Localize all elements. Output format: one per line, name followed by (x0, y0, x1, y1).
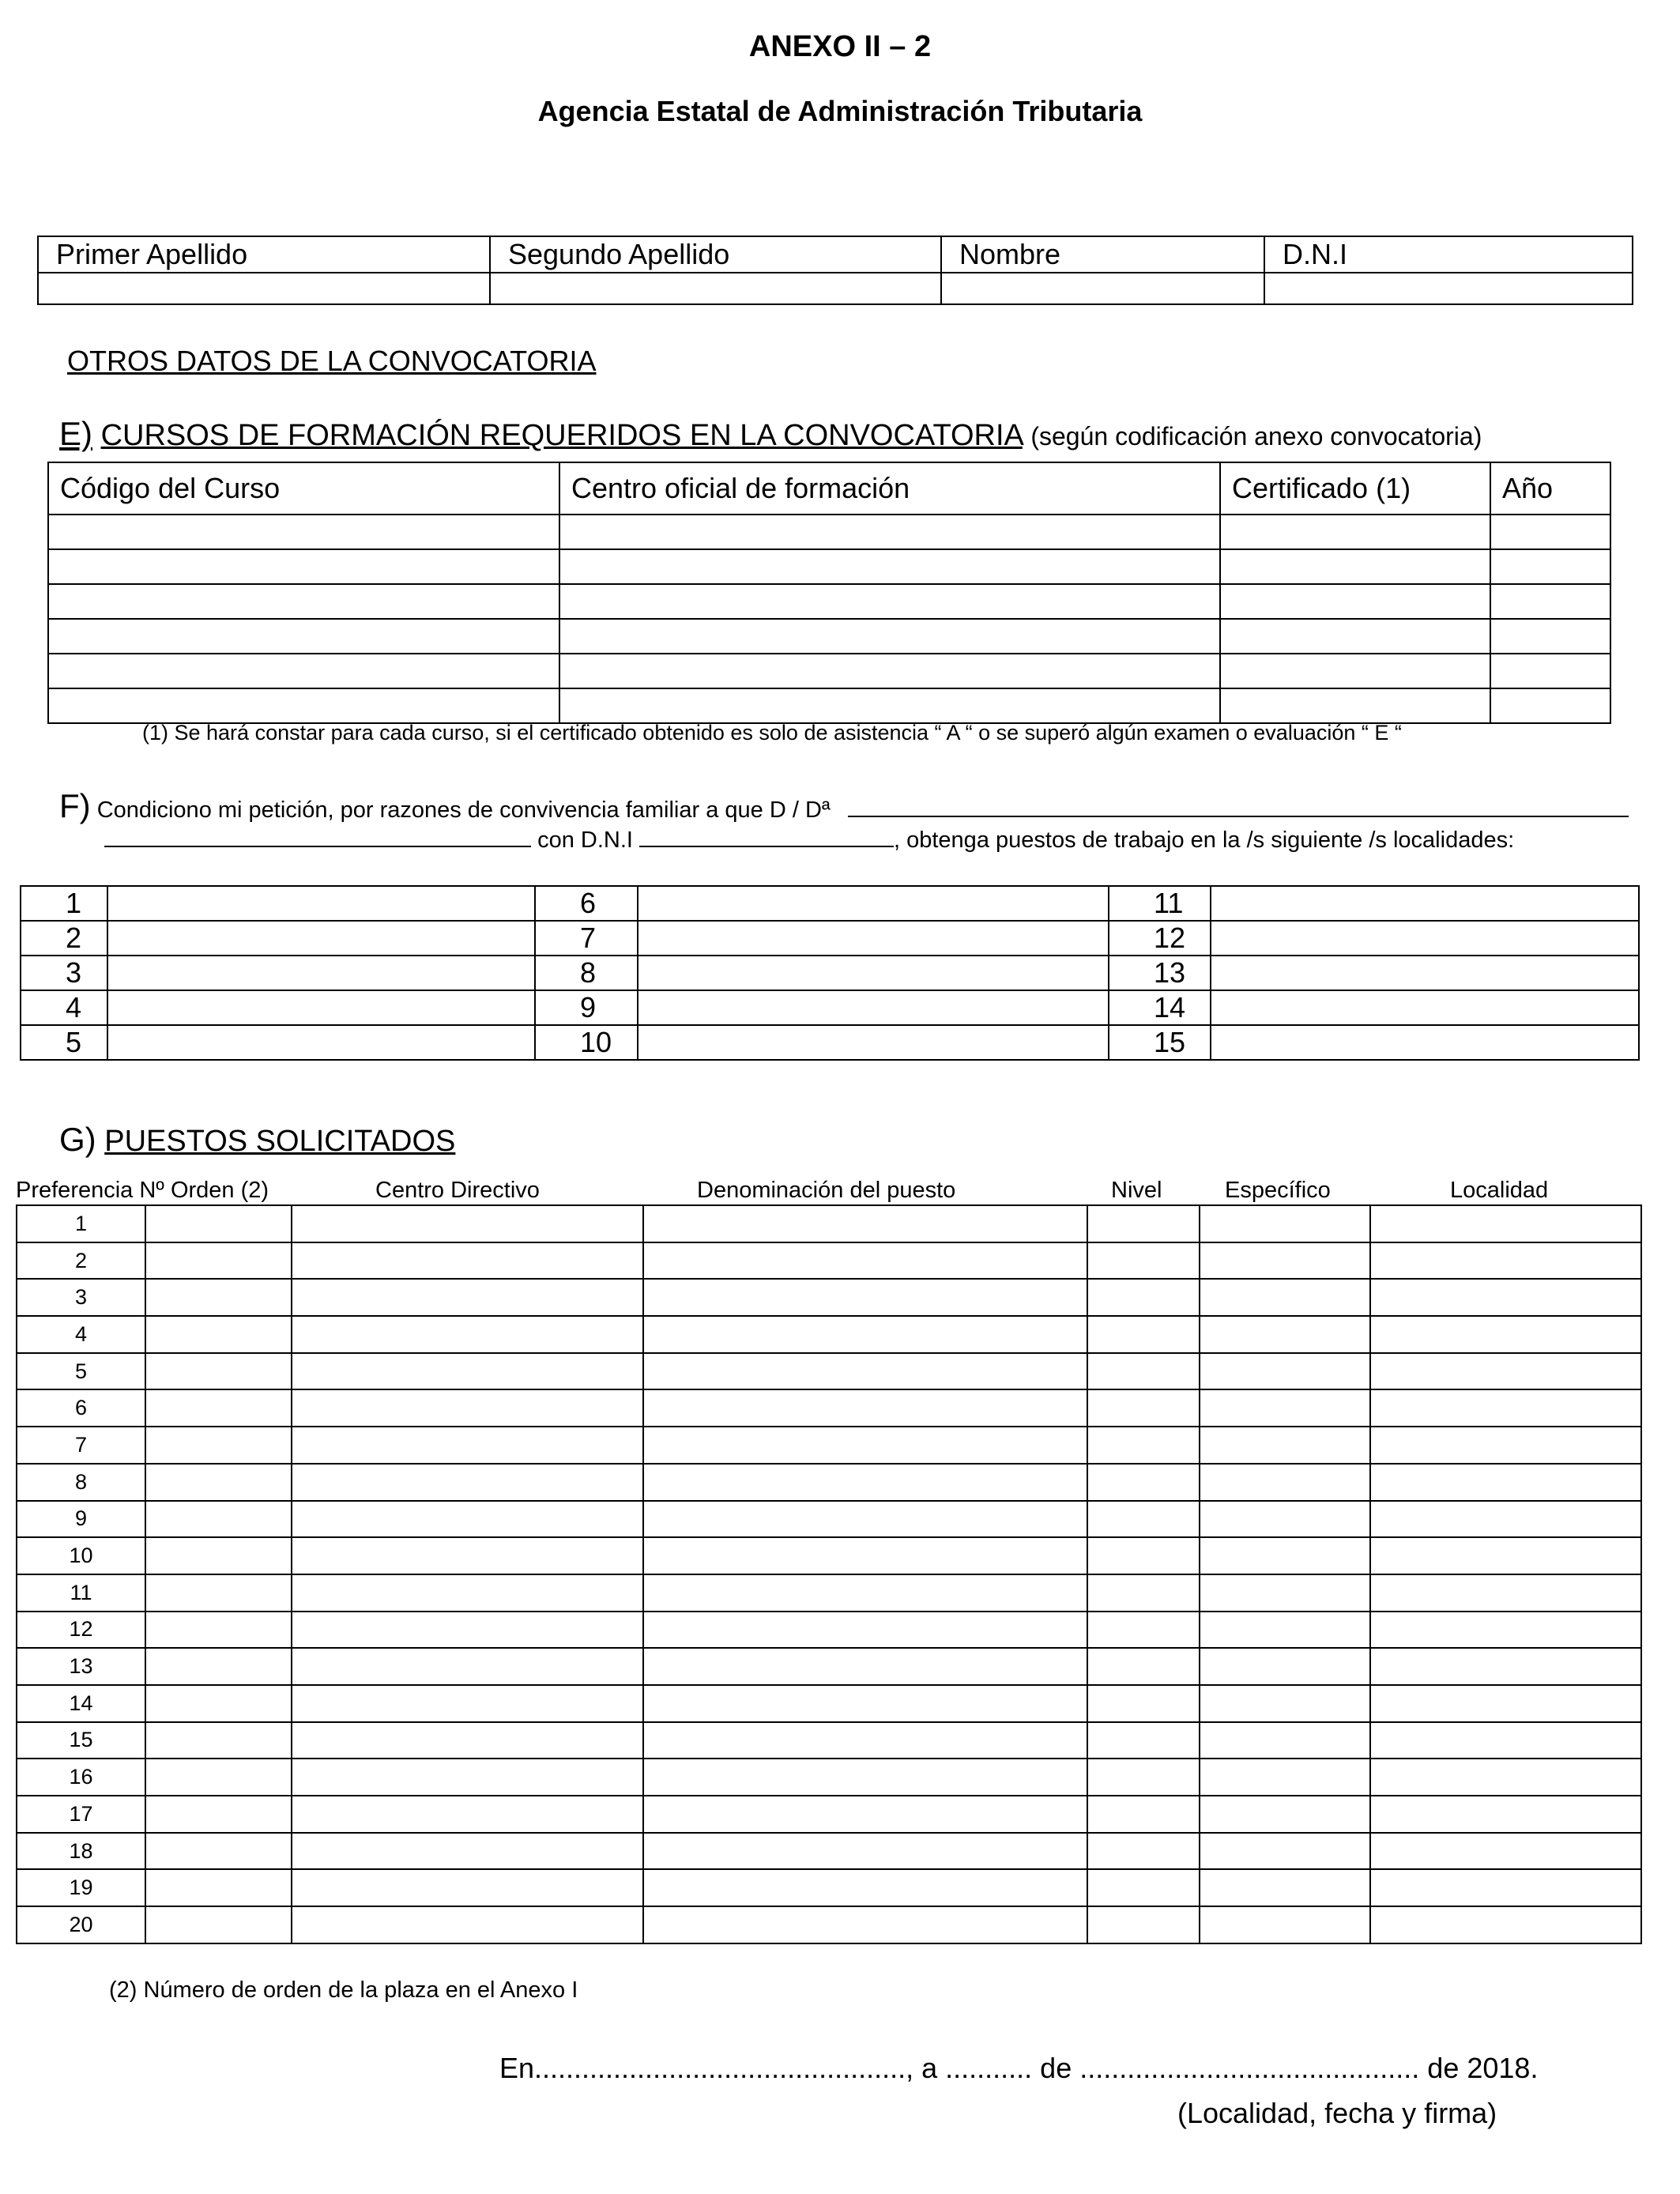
puesto-denominacion-field[interactable] (643, 1501, 1087, 1538)
course-cell[interactable] (559, 619, 1220, 654)
puesto-especifico-field[interactable] (1200, 1869, 1370, 1906)
header-denominacion: Denominación del puesto (697, 1178, 956, 1203)
puesto-nivel-field[interactable] (1087, 1685, 1200, 1722)
locality-number: 3 (21, 956, 107, 990)
puesto-nivel-field[interactable] (1087, 1427, 1200, 1464)
puesto-row (17, 1501, 1641, 1538)
puesto-row-number: 7 (17, 1427, 145, 1464)
locality-field[interactable] (107, 990, 535, 1025)
header-certificado: Certificado (1) (1220, 462, 1490, 515)
puesto-orden-field[interactable] (145, 1759, 292, 1796)
puesto-orden-field[interactable] (145, 1427, 292, 1464)
puesto-row (17, 1648, 1641, 1685)
section-e-footnote: (1) Se hará constar para cada curso, si el certificado obtenido es solo de asistencia “ A “ o se superó algún examen o evaluación “ E “ (142, 721, 1402, 745)
puesto-especifico-field[interactable] (1200, 1427, 1370, 1464)
puesto-localidad-field[interactable] (1370, 1389, 1641, 1427)
puesto-denominacion-field[interactable] (643, 1906, 1087, 1943)
header-especifico: Específico (1225, 1178, 1331, 1203)
locality-field[interactable] (1211, 886, 1639, 921)
puesto-centro-field[interactable] (292, 1242, 643, 1280)
puesto-centro-field[interactable] (292, 1759, 643, 1796)
puesto-orden-field[interactable] (145, 1833, 292, 1870)
course-cell[interactable] (1490, 654, 1610, 688)
course-cell[interactable] (48, 549, 559, 584)
puesto-nivel-field[interactable] (1087, 1648, 1200, 1685)
familiar-name-line-2[interactable] (104, 846, 531, 847)
puesto-especifico-field[interactable] (1200, 1759, 1370, 1796)
puesto-nivel-field[interactable] (1087, 1612, 1200, 1649)
locality-number: 13 (1109, 956, 1211, 990)
section-e-note: (según codificación anexo convocatoria) (1030, 422, 1482, 450)
puesto-nivel-field[interactable] (1087, 1537, 1200, 1574)
puesto-orden-field[interactable] (145, 1574, 292, 1612)
section-g-title: PUESTOS SOLICITADOS (104, 1125, 456, 1158)
course-cell[interactable] (559, 549, 1220, 584)
puesto-nivel-field[interactable] (1087, 1279, 1200, 1316)
puesto-especifico-field[interactable] (1200, 1464, 1370, 1501)
puesto-orden-field[interactable] (145, 1501, 292, 1538)
puesto-row (17, 1722, 1641, 1759)
puesto-row-number: 9 (17, 1501, 145, 1538)
puesto-nivel-field[interactable] (1087, 1906, 1200, 1943)
familiar-dni-line[interactable] (639, 846, 894, 847)
puesto-denominacion-field[interactable] (643, 1279, 1087, 1316)
puesto-row-number: 19 (17, 1869, 145, 1906)
locality-row (21, 990, 1639, 1025)
puesto-row (17, 1612, 1641, 1649)
course-row (48, 549, 1610, 584)
puesto-centro-field[interactable] (292, 1316, 643, 1353)
puesto-nivel-field[interactable] (1087, 1501, 1200, 1538)
course-cell[interactable] (48, 619, 559, 654)
puesto-localidad-field[interactable] (1370, 1612, 1641, 1649)
course-cell[interactable] (1220, 654, 1490, 688)
course-cell[interactable] (48, 515, 559, 549)
locality-field[interactable] (107, 956, 535, 990)
section-f-text2: con D.N.I (537, 827, 633, 853)
locality-row (21, 921, 1639, 956)
puesto-row (17, 1389, 1641, 1427)
puesto-row-number: 8 (17, 1464, 145, 1501)
locality-field[interactable] (107, 1025, 535, 1060)
header-dni: D.N.I (1264, 236, 1633, 273)
puesto-centro-field[interactable] (292, 1722, 643, 1759)
locality-field[interactable] (1211, 921, 1639, 956)
puesto-localidad-field[interactable] (1370, 1796, 1641, 1833)
section-g-letter: G) (59, 1121, 96, 1158)
locality-number: 15 (1109, 1025, 1211, 1060)
puesto-nivel-field[interactable] (1087, 1389, 1200, 1427)
puesto-row-number: 18 (17, 1833, 145, 1870)
header-primer-apellido: Primer Apellido (38, 236, 490, 273)
puesto-orden-field[interactable] (145, 1906, 292, 1943)
puesto-centro-field[interactable] (292, 1537, 643, 1574)
puesto-orden-field[interactable] (145, 1722, 292, 1759)
header-codigo-curso: Código del Curso (48, 462, 559, 515)
signature-caption: (Localidad, fecha y firma) (1177, 2097, 1497, 2129)
personal-data-table (37, 236, 1633, 305)
puesto-row-number: 5 (17, 1353, 145, 1390)
locality-number: 1 (21, 886, 107, 921)
puesto-nivel-field[interactable] (1087, 1722, 1200, 1759)
puesto-localidad-field[interactable] (1370, 1685, 1641, 1722)
course-cell[interactable] (559, 688, 1220, 723)
puesto-row-number: 13 (17, 1648, 145, 1685)
familiar-name-line[interactable] (848, 816, 1629, 817)
puesto-denominacion-field[interactable] (643, 1205, 1087, 1242)
section-e-letter: E) (59, 415, 92, 452)
field-primer-apellido[interactable] (38, 273, 490, 304)
header-centro-formacion: Centro oficial de formación (559, 462, 1220, 515)
locality-number: 2 (21, 921, 107, 956)
locality-number: 7 (535, 921, 638, 956)
otros-datos-heading: OTROS DATOS DE LA CONVOCATORIA (67, 345, 597, 377)
agency-title: Agencia Estatal de Administración Tributaria (537, 95, 1143, 127)
puesto-row-number: 20 (17, 1906, 145, 1943)
puesto-denominacion-field[interactable] (643, 1316, 1087, 1353)
locality-field[interactable] (107, 886, 535, 921)
puesto-denominacion-field[interactable] (643, 1869, 1087, 1906)
course-row (48, 654, 1610, 688)
puesto-row (17, 1242, 1641, 1280)
locality-field[interactable] (638, 921, 1109, 956)
puesto-centro-field[interactable] (292, 1906, 643, 1943)
section-g-heading (59, 1121, 455, 1159)
puesto-orden-field[interactable] (145, 1612, 292, 1649)
puesto-nivel-field[interactable] (1087, 1464, 1200, 1501)
puesto-nivel-field[interactable] (1087, 1316, 1200, 1353)
puesto-denominacion-field[interactable] (643, 1353, 1087, 1390)
puesto-row-number: 3 (17, 1279, 145, 1316)
puesto-localidad-field[interactable] (1370, 1353, 1641, 1390)
locality-field[interactable] (638, 1025, 1109, 1060)
puesto-denominacion-field[interactable] (643, 1612, 1087, 1649)
puesto-centro-field[interactable] (292, 1796, 643, 1833)
section-f-text3: , obtenga puestos de trabajo en la /s siguiente /s localidades: (894, 827, 1515, 853)
puesto-localidad-field[interactable] (1370, 1205, 1641, 1242)
puesto-row-number: 2 (17, 1242, 145, 1280)
puesto-orden-field[interactable] (145, 1648, 292, 1685)
signature-line: En..............................................., a ........... de ........................................... de 2018. (499, 2052, 1539, 2084)
puesto-orden-field[interactable] (145, 1242, 292, 1280)
puesto-row (17, 1833, 1641, 1870)
puesto-row-number: 4 (17, 1316, 145, 1353)
puesto-denominacion-field[interactable] (643, 1833, 1087, 1870)
course-cell[interactable] (48, 584, 559, 619)
puesto-especifico-field[interactable] (1200, 1501, 1370, 1538)
puesto-orden-field[interactable] (145, 1389, 292, 1427)
puesto-especifico-field[interactable] (1200, 1722, 1370, 1759)
locality-number: 5 (21, 1025, 107, 1060)
puesto-especifico-field[interactable] (1200, 1537, 1370, 1574)
section-f-letter: F) (59, 787, 91, 824)
puesto-especifico-field[interactable] (1200, 1279, 1370, 1316)
course-cell[interactable] (48, 688, 559, 723)
puesto-especifico-field[interactable] (1200, 1833, 1370, 1870)
puesto-denominacion-field[interactable] (643, 1537, 1087, 1574)
locality-number: 9 (535, 990, 638, 1025)
puesto-row (17, 1759, 1641, 1796)
puesto-especifico-field[interactable] (1200, 1242, 1370, 1280)
puesto-denominacion-field[interactable] (643, 1759, 1087, 1796)
puesto-row-number: 16 (17, 1759, 145, 1796)
puesto-localidad-field[interactable] (1370, 1501, 1641, 1538)
puesto-especifico-field[interactable] (1200, 1353, 1370, 1390)
locality-number: 10 (535, 1025, 638, 1060)
puesto-orden-field[interactable] (145, 1796, 292, 1833)
puesto-row-number: 1 (17, 1205, 145, 1242)
puesto-especifico-field[interactable] (1200, 1316, 1370, 1353)
puesto-especifico-field[interactable] (1200, 1796, 1370, 1833)
puesto-row-number: 17 (17, 1796, 145, 1833)
puesto-denominacion-field[interactable] (643, 1685, 1087, 1722)
puesto-centro-field[interactable] (292, 1464, 643, 1501)
puesto-row (17, 1537, 1641, 1574)
header-segundo-apellido: Segundo Apellido (490, 236, 941, 273)
puesto-centro-field[interactable] (292, 1279, 643, 1316)
puesto-denominacion-field[interactable] (643, 1427, 1087, 1464)
header-nombre: Nombre (941, 236, 1264, 273)
field-dni[interactable] (1264, 273, 1633, 304)
puesto-centro-field[interactable] (292, 1501, 643, 1538)
puesto-localidad-field[interactable] (1370, 1574, 1641, 1612)
course-row (48, 584, 1610, 619)
puesto-localidad-field[interactable] (1370, 1648, 1641, 1685)
puestos-table (16, 1204, 1642, 1944)
puesto-row (17, 1574, 1641, 1612)
section-f-line2 (104, 827, 1514, 854)
course-cell[interactable] (559, 654, 1220, 688)
course-row (48, 688, 1610, 723)
puesto-centro-field[interactable] (292, 1648, 643, 1685)
header-localidad: Localidad (1450, 1178, 1549, 1203)
puesto-denominacion-field[interactable] (643, 1574, 1087, 1612)
puesto-denominacion-field[interactable] (643, 1648, 1087, 1685)
puesto-row (17, 1205, 1641, 1242)
puesto-row-number: 11 (17, 1574, 145, 1612)
course-cell[interactable] (559, 584, 1220, 619)
localities-table (20, 885, 1640, 1061)
puesto-nivel-field[interactable] (1087, 1759, 1200, 1796)
course-cell[interactable] (1220, 688, 1490, 723)
courses-table (47, 462, 1611, 724)
course-cell[interactable] (1220, 584, 1490, 619)
puesto-row (17, 1869, 1641, 1906)
header-nivel: Nivel (1111, 1178, 1162, 1203)
puesto-orden-field[interactable] (145, 1537, 292, 1574)
course-cell[interactable] (1220, 619, 1490, 654)
puesto-row (17, 1464, 1641, 1501)
annex-title: ANEXO II – 2 (748, 30, 932, 63)
locality-field[interactable] (1211, 990, 1639, 1025)
locality-number: 4 (21, 990, 107, 1025)
locality-row (21, 886, 1639, 921)
puesto-centro-field[interactable] (292, 1427, 643, 1464)
puesto-nivel-field[interactable] (1087, 1205, 1200, 1242)
puesto-nivel-field[interactable] (1087, 1242, 1200, 1280)
locality-row (21, 956, 1639, 990)
puesto-row-number: 10 (17, 1537, 145, 1574)
locality-number: 8 (535, 956, 638, 990)
header-ano: Año (1490, 462, 1610, 515)
puesto-denominacion-field[interactable] (643, 1242, 1087, 1280)
course-cell[interactable] (1490, 515, 1610, 549)
puesto-centro-field[interactable] (292, 1574, 643, 1612)
course-cell[interactable] (1220, 549, 1490, 584)
locality-field[interactable] (1211, 956, 1639, 990)
locality-number: 14 (1109, 990, 1211, 1025)
puesto-localidad-field[interactable] (1370, 1464, 1641, 1501)
puesto-localidad-field[interactable] (1370, 1759, 1641, 1796)
locality-number: 6 (535, 886, 638, 921)
puesto-localidad-field[interactable] (1370, 1833, 1641, 1870)
puesto-row-number: 12 (17, 1612, 145, 1649)
header-preferencia: Preferencia Nº Orden (2) (16, 1178, 269, 1203)
puesto-nivel-field[interactable] (1087, 1574, 1200, 1612)
locality-field[interactable] (638, 990, 1109, 1025)
puesto-centro-field[interactable] (292, 1353, 643, 1390)
puesto-localidad-field[interactable] (1370, 1242, 1641, 1280)
puesto-row (17, 1427, 1641, 1464)
puesto-centro-field[interactable] (292, 1833, 643, 1870)
field-segundo-apellido[interactable] (490, 273, 941, 304)
puesto-orden-field[interactable] (145, 1353, 292, 1390)
section-e-title: CURSOS DE FORMACIÓN REQUERIDOS EN LA CONVOCATORIA (100, 419, 1023, 452)
locality-field[interactable] (638, 956, 1109, 990)
locality-number: 11 (1109, 886, 1211, 921)
puesto-especifico-field[interactable] (1200, 1906, 1370, 1943)
puesto-orden-field[interactable] (145, 1316, 292, 1353)
puesto-localidad-field[interactable] (1370, 1279, 1641, 1316)
puesto-nivel-field[interactable] (1087, 1869, 1200, 1906)
puesto-centro-field[interactable] (292, 1685, 643, 1722)
puesto-localidad-field[interactable] (1370, 1869, 1641, 1906)
section-f-text1: Condiciono mi petición, por razones de convivencia familiar a que D / Dª (96, 797, 831, 823)
puesto-orden-field[interactable] (145, 1464, 292, 1501)
puesto-orden-field[interactable] (145, 1869, 292, 1906)
section-g-footnote: (2) Número de orden de la plaza en el Anexo I (109, 1977, 578, 2003)
section-e-heading (59, 415, 1482, 453)
puesto-row-number: 15 (17, 1722, 145, 1759)
puesto-localidad-field[interactable] (1370, 1722, 1641, 1759)
puesto-orden-field[interactable] (145, 1205, 292, 1242)
locality-field[interactable] (107, 921, 535, 956)
puesto-centro-field[interactable] (292, 1612, 643, 1649)
puesto-row (17, 1685, 1641, 1722)
locality-field[interactable] (1211, 1025, 1639, 1060)
puesto-especifico-field[interactable] (1200, 1685, 1370, 1722)
locality-row (21, 1025, 1639, 1060)
field-nombre[interactable] (941, 273, 1264, 304)
locality-field[interactable] (638, 886, 1109, 921)
course-cell[interactable] (1490, 619, 1610, 654)
puesto-centro-field[interactable] (292, 1869, 643, 1906)
header-centro-directivo: Centro Directivo (375, 1178, 540, 1203)
course-cell[interactable] (1490, 549, 1610, 584)
puesto-localidad-field[interactable] (1370, 1316, 1641, 1353)
course-cell[interactable] (1220, 515, 1490, 549)
puesto-orden-field[interactable] (145, 1279, 292, 1316)
puesto-denominacion-field[interactable] (643, 1722, 1087, 1759)
puesto-localidad-field[interactable] (1370, 1427, 1641, 1464)
puesto-nivel-field[interactable] (1087, 1796, 1200, 1833)
puesto-localidad-field[interactable] (1370, 1906, 1641, 1943)
puesto-centro-field[interactable] (292, 1389, 643, 1427)
course-cell[interactable] (1490, 584, 1610, 619)
puesto-denominacion-field[interactable] (643, 1464, 1087, 1501)
course-row (48, 619, 1610, 654)
puesto-row (17, 1353, 1641, 1390)
puesto-row-number: 14 (17, 1685, 145, 1722)
section-f-line1 (59, 787, 1629, 825)
puesto-especifico-field[interactable] (1200, 1648, 1370, 1685)
course-cell[interactable] (559, 515, 1220, 549)
puesto-especifico-field[interactable] (1200, 1205, 1370, 1242)
puesto-row-number: 6 (17, 1389, 145, 1427)
puesto-orden-field[interactable] (145, 1685, 292, 1722)
puesto-especifico-field[interactable] (1200, 1389, 1370, 1427)
puesto-denominacion-field[interactable] (643, 1389, 1087, 1427)
course-cell[interactable] (48, 654, 559, 688)
puestos-body (17, 1205, 1641, 1943)
puesto-centro-field[interactable] (292, 1205, 643, 1242)
puesto-localidad-field[interactable] (1370, 1537, 1641, 1574)
puesto-denominacion-field[interactable] (643, 1796, 1087, 1833)
puesto-row (17, 1279, 1641, 1316)
locality-number: 12 (1109, 921, 1211, 956)
puesto-row (17, 1906, 1641, 1943)
puesto-especifico-field[interactable] (1200, 1612, 1370, 1649)
puesto-row (17, 1316, 1641, 1353)
puesto-nivel-field[interactable] (1087, 1353, 1200, 1390)
puesto-nivel-field[interactable] (1087, 1833, 1200, 1870)
puesto-especifico-field[interactable] (1200, 1574, 1370, 1612)
puesto-row (17, 1796, 1641, 1833)
course-row (48, 515, 1610, 549)
course-cell[interactable] (1490, 688, 1610, 723)
